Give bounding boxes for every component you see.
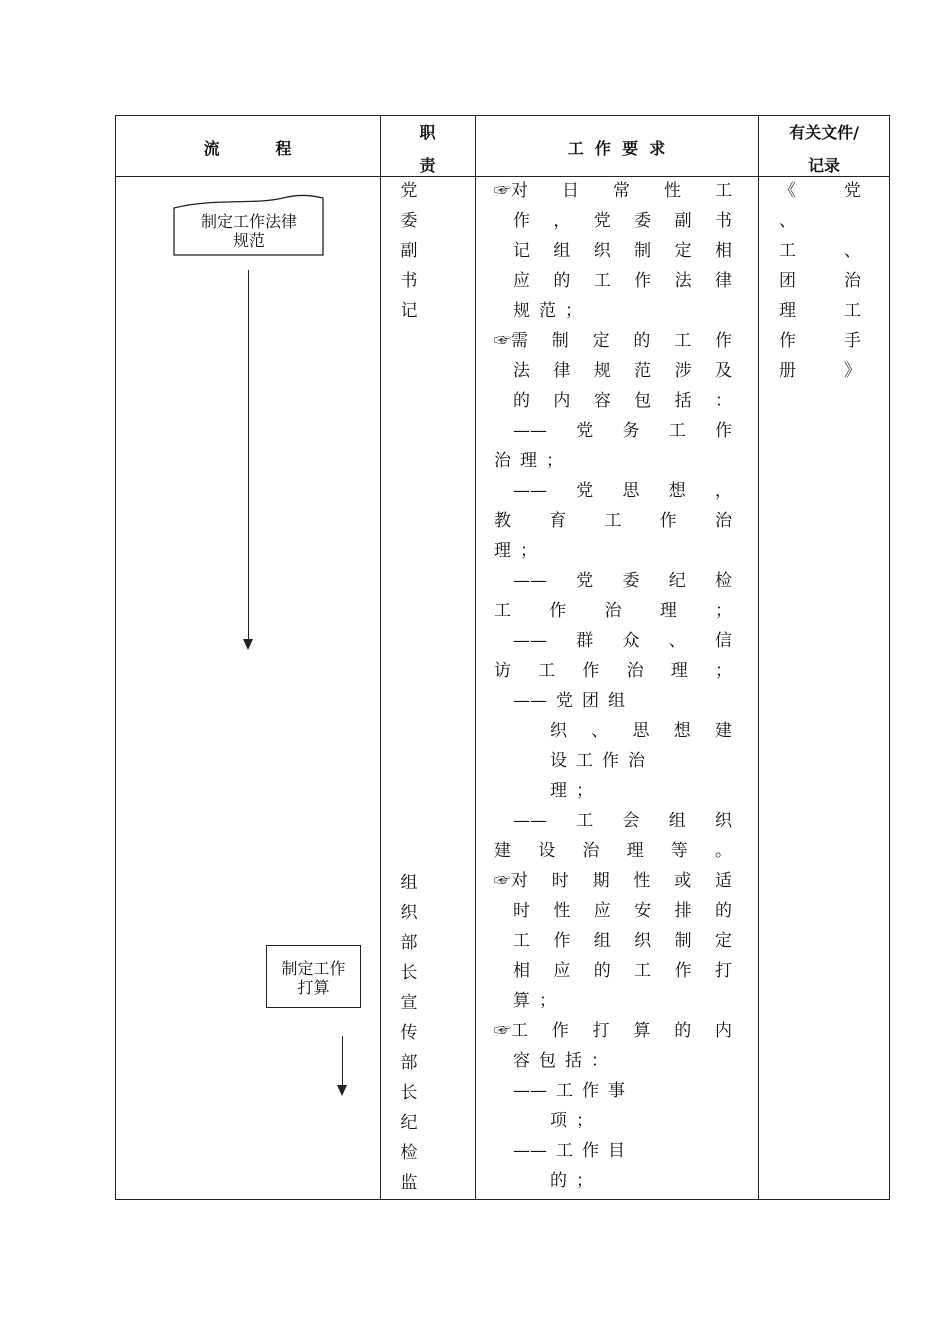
text-token: 理 [626, 841, 644, 861]
text-token: 访 [494, 661, 511, 681]
requirement-line [494, 446, 732, 476]
text-token: 工 [844, 301, 861, 321]
text-token: 作 [602, 751, 619, 771]
text-token: 册 [779, 361, 796, 381]
document-line [779, 326, 861, 356]
text-token: 纪 [668, 571, 686, 591]
text-token: 治 [494, 451, 511, 471]
text-token: 作 [582, 1081, 599, 1101]
header-documents-line2: 记录 [807, 156, 840, 175]
text-token: ☞需 [494, 331, 528, 351]
text-token: 的 [674, 1021, 692, 1041]
responsibility-char: 委 [400, 211, 418, 231]
requirement-line [494, 806, 732, 836]
requirement-line [494, 776, 732, 806]
requirement-line [494, 416, 732, 446]
text-token: 工 [576, 751, 593, 771]
text-token: 时 [551, 871, 569, 891]
text-token: 组 [553, 241, 571, 261]
text-token: 相 [714, 241, 732, 261]
text-token: 期 [592, 871, 610, 891]
requirement-line [494, 686, 732, 716]
text-token: 制 [634, 241, 652, 261]
document-line [779, 206, 861, 236]
text-token: 委 [634, 211, 652, 231]
text-token: ， [553, 211, 571, 231]
text-token: 工 [674, 331, 692, 351]
requirement-line [494, 956, 732, 986]
text-token: 会 [622, 811, 640, 831]
text-token: —— [513, 421, 547, 441]
text-token: 工 [556, 1081, 573, 1101]
text-token: 工 [576, 811, 594, 831]
text-token: 律 [714, 271, 732, 291]
text-token: 、 [668, 631, 686, 651]
table-top-border [115, 115, 890, 116]
table-right-border [889, 115, 890, 1200]
text-token: 思 [622, 481, 640, 501]
text-token: —— [513, 571, 547, 591]
text-token: ： [591, 1051, 608, 1071]
column-divider [758, 115, 759, 1200]
text-token: 规 [593, 361, 611, 381]
text-token: 理 [670, 661, 688, 681]
text-token: 的 [633, 331, 651, 351]
text-token: 党 [576, 421, 594, 441]
text-token: 作 [549, 601, 567, 621]
text-token: ； [565, 301, 582, 321]
documents-column [779, 176, 861, 396]
document-line [779, 296, 861, 326]
text-token: 性 [633, 871, 651, 891]
text-token: 打 [592, 1021, 610, 1041]
responsibility-char: 检 [400, 1143, 418, 1163]
requirement-line [494, 1106, 732, 1136]
text-token: 党 [576, 571, 594, 591]
text-token: 工 [513, 931, 530, 951]
requirement-line [494, 866, 732, 896]
requirement-line [494, 266, 732, 296]
text-token: 律 [553, 361, 571, 381]
text-token: 群 [576, 631, 594, 651]
text-token: 治 [844, 271, 861, 291]
text-token: —— [513, 481, 547, 501]
text-token: 治 [626, 661, 644, 681]
text-token: 容 [593, 391, 611, 411]
text-token: 育 [549, 511, 567, 531]
flow-step-label: 打算 [297, 978, 330, 997]
text-token: 作 [674, 961, 692, 981]
text-token: 工 [715, 181, 732, 201]
text-token: —— [513, 1141, 547, 1161]
requirement-line [494, 1016, 732, 1046]
text-token: 的 [550, 1171, 567, 1191]
text-token: 制 [674, 931, 692, 951]
text-token: 作 [553, 931, 571, 951]
requirement-line [494, 896, 732, 926]
text-token: 的 [593, 961, 611, 981]
text-token: 团 [779, 271, 796, 291]
text-token: ： [714, 391, 732, 411]
requirements-column [494, 176, 732, 1196]
requirement-line [494, 986, 732, 1016]
text-token: 应 [593, 901, 611, 921]
text-token: 容 [513, 1051, 530, 1071]
text-token: 治 [604, 601, 622, 621]
text-token: 党 [844, 181, 861, 201]
text-token: 的 [553, 271, 571, 291]
text-token: 记 [513, 241, 530, 261]
text-token: 相 [513, 961, 530, 981]
text-token: 项 [550, 1111, 567, 1131]
text-token: 定 [714, 931, 732, 951]
text-token: ； [715, 601, 732, 621]
column-divider [380, 115, 381, 1200]
text-token: 、 [591, 721, 609, 741]
text-token: 织 [715, 811, 732, 831]
text-token: 众 [622, 631, 640, 651]
requirement-line [494, 236, 732, 266]
text-token: 安 [634, 901, 652, 921]
text-token: 、 [844, 241, 861, 261]
responsibility-char: 长 [400, 963, 418, 983]
responsibility-char: 长 [400, 1083, 418, 1103]
text-token: 算 [633, 1021, 651, 1041]
responsibility-char: 副 [400, 241, 418, 261]
text-token: 建 [715, 721, 732, 741]
requirement-line [494, 296, 732, 326]
text-token: 打 [714, 961, 732, 981]
responsibility-char: 部 [400, 1053, 418, 1073]
text-token: 作 [582, 1141, 599, 1161]
text-token: 的 [714, 901, 732, 921]
text-token: ； [546, 451, 563, 471]
requirement-line [494, 716, 732, 746]
text-token: 理 [659, 601, 677, 621]
text-token: 党 [593, 211, 611, 231]
text-token: 及 [714, 361, 732, 381]
text-token: 内 [714, 1021, 732, 1041]
text-token: 信 [715, 631, 732, 651]
flow-step-label: 规范 [232, 231, 265, 250]
text-token: 定 [592, 331, 610, 351]
text-token: 组 [608, 691, 625, 711]
text-token: 教 [494, 511, 511, 531]
table-bottom-border [115, 1199, 890, 1200]
text-token: 织 [593, 241, 611, 261]
flow-step-box-1 [173, 212, 325, 250]
text-token: 作 [582, 661, 600, 681]
text-token: 理 [779, 301, 796, 321]
document-line [779, 236, 861, 266]
text-token: 定 [674, 241, 692, 261]
requirement-line [494, 656, 732, 686]
text-token: 思 [632, 721, 650, 741]
arrow-down-icon [243, 639, 253, 650]
text-token: 算 [513, 991, 530, 1011]
text-token: 工 [604, 511, 622, 531]
text-token: 时 [513, 901, 530, 921]
text-token: 副 [674, 211, 692, 231]
text-token: ； [576, 1171, 593, 1191]
text-token: 作 [714, 331, 732, 351]
requirement-line [494, 626, 732, 656]
text-token: 排 [674, 901, 692, 921]
responsibility-char: 宣 [400, 993, 418, 1013]
header-duty [380, 120, 475, 176]
text-token: 团 [582, 691, 599, 711]
text-token: ☞工 [494, 1021, 528, 1041]
column-divider [475, 115, 476, 1200]
requirement-line [494, 1136, 732, 1166]
text-token: 工 [779, 241, 796, 261]
responsibility-char: 记 [400, 301, 418, 321]
text-token: 规 [513, 301, 530, 321]
text-token: 内 [553, 391, 571, 411]
flow-step-label: 制定工作法律 [200, 212, 297, 231]
requirement-line [494, 176, 732, 206]
text-token: —— [513, 1081, 547, 1101]
text-token: 理 [494, 541, 511, 561]
text-token: 范 [539, 301, 556, 321]
requirement-line [494, 476, 732, 506]
text-token: 或 [674, 871, 692, 891]
text-token: 理 [520, 451, 537, 471]
text-token: 工 [668, 421, 686, 441]
text-token: 设 [538, 841, 556, 861]
requirement-line [494, 536, 732, 566]
requirement-line [494, 506, 732, 536]
document-line [779, 176, 861, 206]
text-token: 党 [556, 691, 573, 711]
text-token: 涉 [674, 361, 692, 381]
text-token: 范 [634, 361, 652, 381]
responsibility-char: 党 [400, 181, 418, 201]
text-token: ☞对 [494, 181, 528, 201]
text-token: ； [539, 991, 556, 1011]
requirement-line [494, 1166, 732, 1196]
requirement-line [494, 1046, 732, 1076]
header-documents [758, 120, 890, 176]
text-token: —— [513, 691, 547, 711]
text-token: 工 [538, 661, 556, 681]
text-token: 织 [634, 931, 652, 951]
text-token: 党 [576, 481, 594, 501]
text-token: 作 [551, 1021, 569, 1041]
flow-step-box-2 [266, 945, 361, 1008]
text-token: ； [714, 661, 732, 681]
text-token: 常 [613, 181, 630, 201]
text-token: 的 [513, 391, 530, 411]
text-token: 制 [551, 331, 569, 351]
responsibility-char: 部 [400, 933, 418, 953]
requirement-line [494, 746, 732, 776]
responsibility-column [394, 176, 424, 1196]
responsibility-char: 织 [400, 903, 418, 923]
text-token: —— [513, 811, 547, 831]
text-token: 适 [714, 871, 732, 891]
text-token: 作 [779, 331, 796, 351]
text-token: 设 [550, 751, 567, 771]
responsibility-char: 监 [400, 1173, 418, 1193]
text-token: 手 [844, 331, 861, 351]
text-token: 等 [670, 841, 688, 861]
text-token: 应 [513, 271, 530, 291]
flow-step-label: 制定工作 [281, 959, 346, 978]
document-line [779, 266, 861, 296]
header-requirements: 工 作 要 求 [567, 139, 666, 158]
responsibility-char: 书 [400, 271, 418, 291]
header-flow: 流 程 [203, 139, 292, 158]
text-token: ； [576, 781, 593, 801]
text-token: 括 [674, 391, 692, 411]
text-token: 。 [714, 841, 732, 861]
text-token: 、 [779, 211, 796, 231]
requirement-line [494, 206, 732, 236]
text-token: 包 [634, 391, 652, 411]
text-token: 组 [593, 931, 611, 951]
requirement-line [494, 566, 732, 596]
requirement-line [494, 356, 732, 386]
requirement-line [494, 1076, 732, 1106]
text-token: 包 [539, 1051, 556, 1071]
text-token: 委 [622, 571, 640, 591]
text-token: 检 [715, 571, 732, 591]
requirement-line [494, 926, 732, 956]
text-token: 性 [664, 181, 681, 201]
arrow-down-icon [337, 1085, 347, 1096]
text-token: 作 [715, 421, 732, 441]
text-token: 作 [513, 211, 530, 231]
header-documents-line1: 有关文件/ [789, 123, 859, 142]
requirement-line [494, 386, 732, 416]
text-token: 工 [556, 1141, 573, 1161]
text-token: 织 [550, 721, 567, 741]
header-duty-line1: 职 [419, 123, 436, 142]
text-token: ； [576, 1111, 593, 1131]
text-token: —— [513, 631, 547, 651]
text-token: ； [520, 541, 537, 561]
requirement-line [494, 596, 732, 626]
requirement-line [494, 836, 732, 866]
text-token: 法 [513, 361, 530, 381]
requirement-line [494, 326, 732, 356]
text-token: 括 [565, 1051, 582, 1071]
responsibility-char: 传 [400, 1023, 418, 1043]
text-token: 书 [714, 211, 732, 231]
text-token: 治 [628, 751, 645, 771]
text-token: ☞对 [494, 871, 528, 891]
text-token: 日 [562, 181, 579, 201]
text-token: 建 [494, 841, 511, 861]
text-token: 工 [593, 271, 611, 291]
text-token: 想 [668, 481, 686, 501]
responsibility-char: 纪 [400, 1113, 418, 1133]
text-token: 事 [608, 1081, 625, 1101]
responsibility-char: 组 [400, 873, 418, 893]
text-token: 工 [494, 601, 511, 621]
text-token: 目 [608, 1141, 625, 1161]
text-token: 应 [553, 961, 571, 981]
text-token: 务 [622, 421, 640, 441]
text-token: 想 [673, 721, 691, 741]
text-token: 工 [634, 961, 652, 981]
header-duty-line2: 责 [419, 156, 436, 175]
text-token: 法 [674, 271, 692, 291]
table-left-border [115, 115, 116, 1200]
text-token: 作 [659, 511, 677, 531]
flow-arrow-line [248, 270, 249, 640]
text-token: 性 [553, 901, 571, 921]
text-token: ， [715, 481, 732, 501]
text-token: 治 [715, 511, 732, 531]
text-token: 》 [844, 361, 861, 381]
text-token: 理 [550, 781, 567, 801]
flow-arrow-line [342, 1036, 343, 1086]
text-token: 《 [779, 181, 796, 201]
text-token: 组 [668, 811, 686, 831]
document-line [779, 356, 861, 386]
text-token: 作 [634, 271, 652, 291]
text-token: 治 [582, 841, 600, 861]
